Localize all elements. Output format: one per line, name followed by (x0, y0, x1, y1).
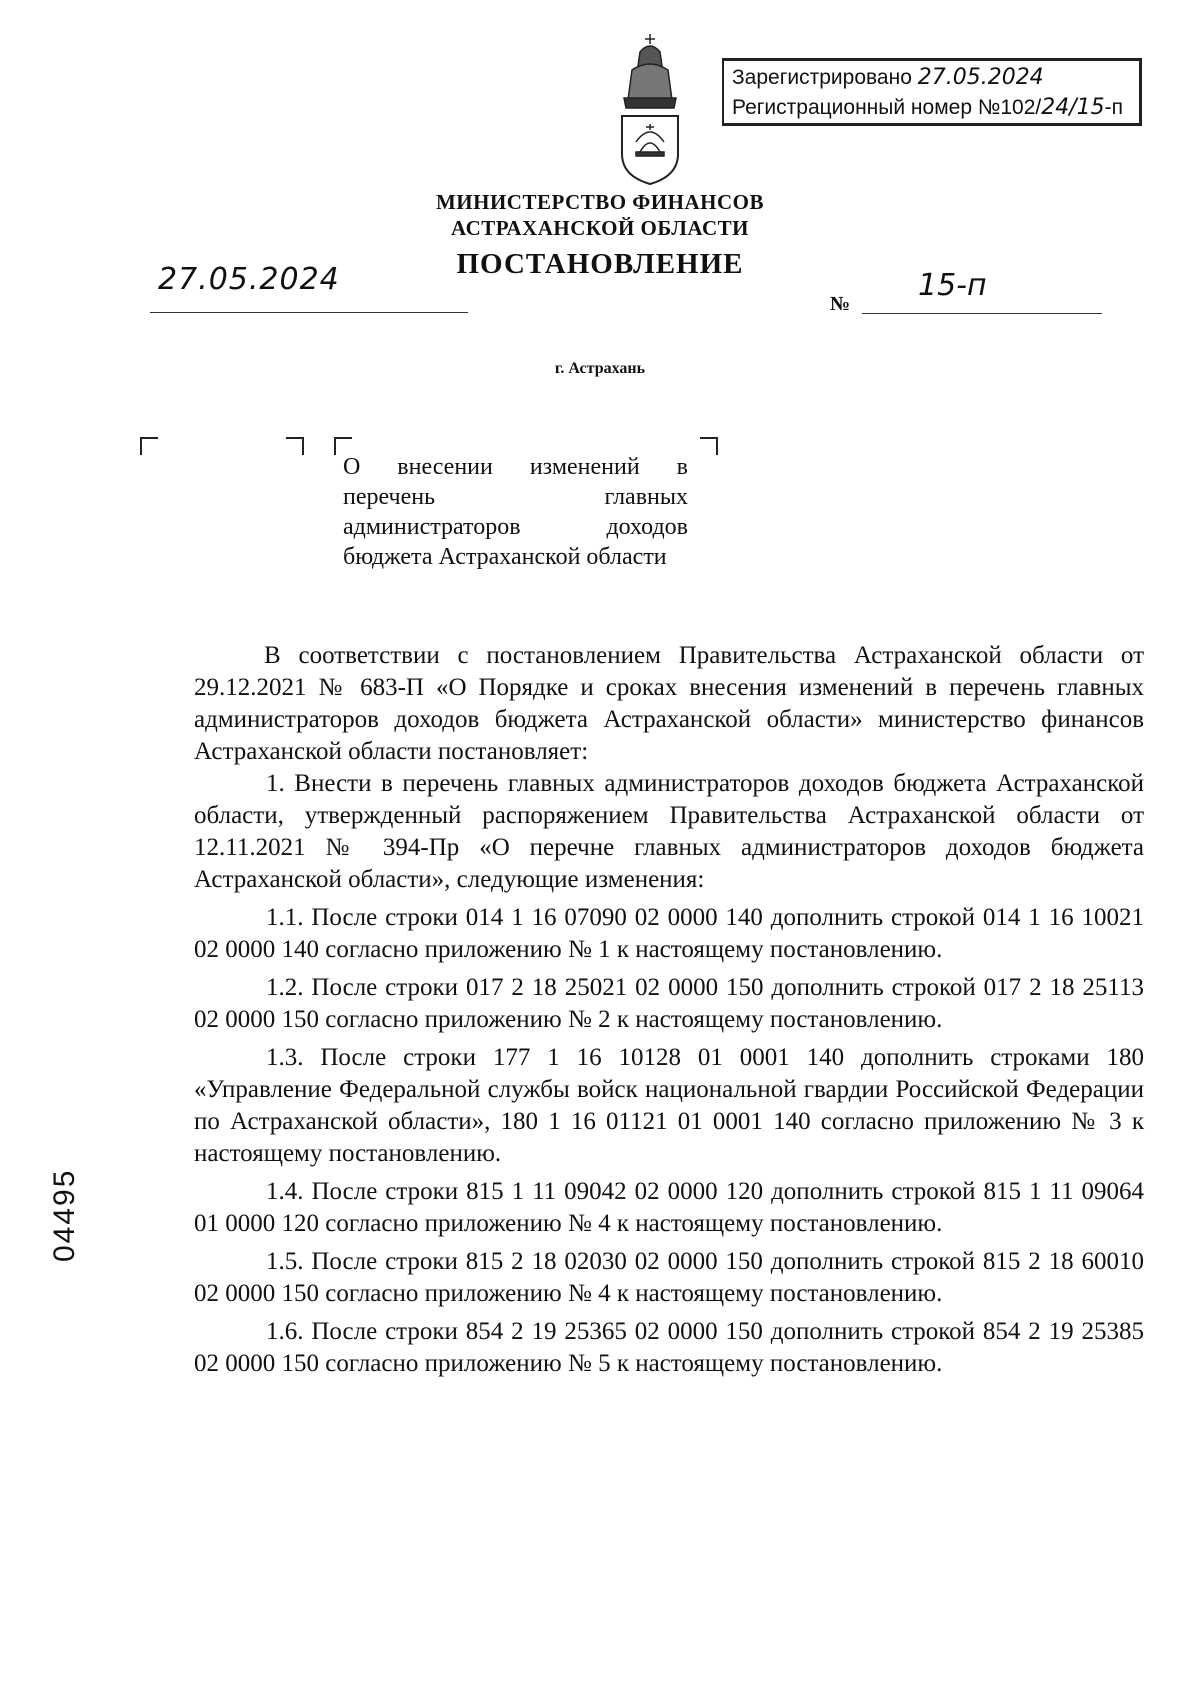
subitem-1-5: 1.5. После строки 815 2 18 02030 02 0000 150 дополнить строкой 815 2 18 60010 02 0000 150 согласно приложению № 4 к настоящему постановлению. (194, 1248, 1144, 1307)
subitem-1-4: 1.4. После строки 815 1 11 09042 02 0000 120 дополнить строкой 815 1 11 09064 01 0000 120 согласно приложению № 4 к настоящему постановлению. (194, 1178, 1144, 1237)
registration-stamp (722, 58, 1142, 126)
stamp-reg-number-label: Регистрационный номер № (732, 96, 1001, 119)
item-1-paragraph: 1. Внести в перечень главных администраторов доходов бюджета Астраханской области, утвержденный распоряжением Правительства Астраханской области от 12.11.2021 № 394-Пр «О перечне главных администраторов доходов бюджета Астраханской области», следующие изменения: (194, 770, 1144, 893)
stamp-registered-date: 27.05.2024 (917, 65, 1044, 90)
document-date: 27.05.2024 (158, 262, 340, 297)
subitem-1-6: 1.6. После строки 854 2 19 25365 02 0000 150 дополнить строкой 854 2 19 25385 02 0000 150 согласно приложению № 5 к настоящему постановлению. (194, 1318, 1144, 1377)
side-registration-number: 04495 (48, 1168, 81, 1262)
document-type-title: ПОСТАНОВЛЕНИЕ (456, 248, 744, 280)
document-subject: О внесении изменений в перечень главных администраторов доходов бюджета Астраханской области (343, 454, 688, 570)
ministry-name-line1: МИНИСТЕРСТВО ФИНАНСОВ (435, 190, 765, 214)
bracket-corner-top-right (286, 437, 304, 455)
coat-of-arms-emblem (612, 30, 688, 186)
document-number: 15-п (918, 268, 987, 303)
number-label: № (830, 293, 851, 315)
stamp-reg-number-hand: 24/15 (1041, 95, 1105, 120)
subitem-1-2: 1.2. После строки 017 2 18 25021 02 0000 150 дополнить строкой 017 2 18 25113 02 0000 150 согласно приложению № 2 к настоящему постановлению. (194, 974, 1144, 1033)
number-underline (862, 313, 1102, 314)
stamp-reg-number-row (732, 93, 1131, 123)
preamble-paragraph: В соответствии с постановлением Правительства Астраханской области от 29.12.2021 № 683-П «О Порядке и сроках внесения изменений в перечень главных администраторов доходов бюджета Астраханской области» министерство финансов Астраханской области постановляет: (194, 642, 1144, 765)
subject-corner-top-right (700, 437, 718, 455)
ministry-name-line2: АСТРАХАНСКОЙ ОБЛАСТИ (450, 216, 750, 240)
subitem-1-1: 1.1. После строки 014 1 16 07090 02 0000 140 дополнить строкой 014 1 16 10021 02 0000 140 согласно приложению № 1 к настоящему постановлению. (194, 904, 1144, 963)
document-body (194, 640, 1144, 1380)
stamp-registered-label: Зарегистрировано (732, 66, 912, 89)
date-underline (150, 312, 468, 313)
stamp-reg-number-prefix: 102/ (1000, 96, 1042, 119)
bracket-corner-top-left (140, 437, 158, 455)
city-name: г. Астрахань (554, 360, 646, 377)
subitem-1-3: 1.3. После строки 177 1 16 10128 01 0001 140 дополнить строками 180 «Управление Федеральной службы войск национальной гвардии Российской Федерации по Астраханской области», 180 1 16 01121 01 0001 140 согласно приложению № 3 к настоящему постановлению. (194, 1044, 1144, 1167)
stamp-registered-row (732, 63, 1131, 93)
stamp-reg-number-suffix: -п (1104, 96, 1124, 119)
